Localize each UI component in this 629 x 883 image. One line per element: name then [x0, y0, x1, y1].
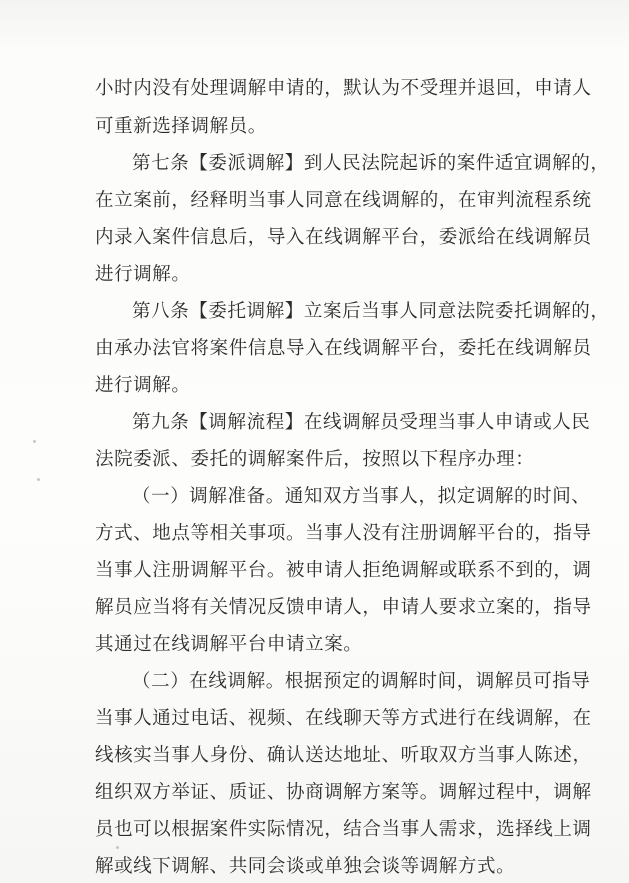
text-line: 小时内没有处理调解申请的，默认为不受理并退回，申请人: [95, 78, 592, 99]
scan-speck: [37, 478, 40, 481]
text-line: 方式、地点等相关事项。当事人没有注册调解平台的，指导: [95, 523, 592, 544]
text-line: 当事人注册调解平台。被申请人拒绝调解或联系不到的，调: [95, 560, 592, 581]
text-line: 内录入案件信息后，导入在线调解平台，委派给在线调解员: [95, 227, 592, 248]
text-line: 解员应当将有关情况反馈申请人，申请人要求立案的，指导: [95, 597, 592, 618]
text-line: 进行调解。: [95, 375, 191, 396]
text-line: 当事人通过电话、视频、在线聊天等方式进行在线调解，在: [95, 708, 592, 729]
text-line: 在立案前，经释明当事人同意在线调解的，在审判流程系统: [95, 190, 592, 211]
text-line: 员也可以根据案件实际情况，结合当事人需求，选择线上调: [95, 819, 592, 840]
text-line: 其通过在线调解平台申请立案。: [95, 634, 363, 655]
text-line: 法院委派、委托的调解案件后，按照以下程序办理：: [95, 449, 535, 470]
text-line: 解或线下调解、共同会谈或单独会谈等调解方式。: [95, 856, 516, 877]
text-line: 可重新选择调解员。: [95, 116, 267, 137]
text-line: 组织双方举证、质证、协商调解方案等。调解过程中，调解: [95, 782, 592, 803]
text-line: 第七条【委派调解】到人民法院起诉的案件适宜调解的，: [132, 153, 610, 174]
text-line: 由承办法官将案件信息导入在线调解平台，委托在线调解员: [95, 338, 592, 359]
text-line: 进行调解。: [95, 264, 191, 285]
text-line: 线核实当事人身份、确认送达地址、听取双方当事人陈述，: [95, 745, 592, 766]
text-line: （一）调解准备。通知双方当事人，拟定调解的时间、: [132, 486, 591, 507]
scan-speck: [116, 846, 119, 849]
scan-speck: [33, 440, 36, 443]
text-line: 第九条【调解流程】在线调解员受理当事人申请或人民: [132, 412, 591, 433]
text-line: 第八条【委托调解】立案后当事人同意法院委托调解的，: [132, 301, 610, 322]
text-line: （二）在线调解。根据预定的调解时间，调解员可指导: [132, 671, 591, 692]
